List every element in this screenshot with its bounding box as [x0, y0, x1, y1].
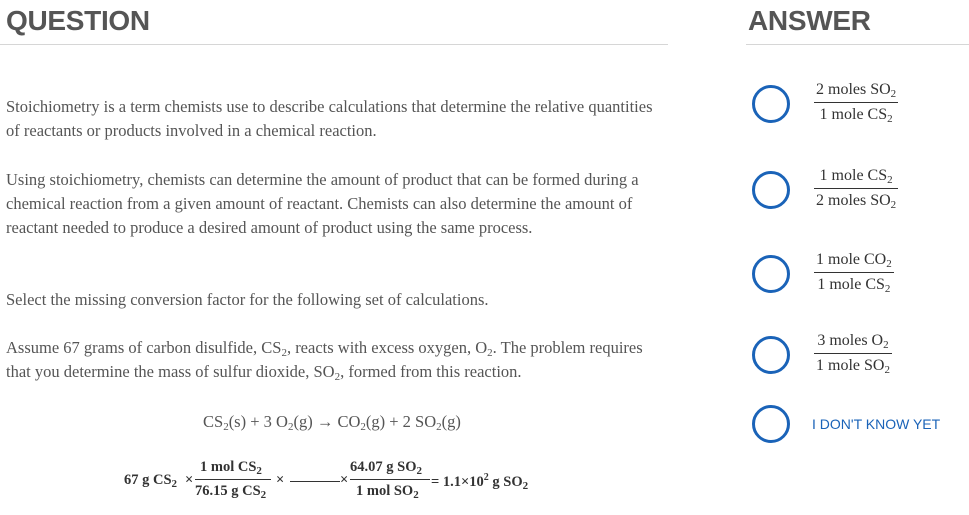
answer-heading: ANSWER [748, 5, 871, 36]
option-numerator: 3 moles $O_2$ [814, 331, 892, 354]
multiply-sign: × [340, 472, 349, 488]
option-fraction [814, 80, 898, 125]
factor3-denominator: 1 mol $SO_2$ [356, 483, 419, 501]
option-numerator: 2 moles $SO_2$ [814, 80, 898, 103]
question-heading: QUESTION [6, 5, 150, 36]
answer-option-3[interactable] [752, 250, 962, 298]
option-denominator: 1 mole $CS_2$ [819, 106, 893, 125]
radio-circle-icon[interactable] [752, 171, 790, 209]
option-fraction [814, 166, 898, 211]
factor1-numerator: 1 mol $CS_2$ [200, 459, 262, 477]
problem-paragraph: Assume 67 grams of carbon disulfide, $CS_2$, reacts with excess oxygen, $O_2$. The problem requires that you determine the mass of sulfur dioxide, $SO_2$, formed from this reaction. [6, 338, 643, 383]
option-fraction [814, 331, 892, 376]
option-fraction [814, 250, 894, 295]
idk-label[interactable]: I DON'T KNOW YET [812, 416, 941, 432]
factor3-numerator: 64.07 g $SO_2$ [350, 459, 422, 477]
calculation-result: = $1.1\times 10^2$ g $SO_2$ [431, 472, 529, 492]
factor1-denominator: 76.15 g $CS_2$ [195, 483, 267, 501]
answer-option-idk[interactable] [752, 400, 962, 448]
option-denominator: 2 moles $SO_2$ [816, 192, 897, 211]
starting-mass: 67 g $CS_2$ [124, 472, 178, 490]
instruction-paragraph: Select the missing conversion factor for the following set of calculations. [6, 290, 489, 309]
radio-circle-icon[interactable] [752, 336, 790, 374]
chemical-equation: $CS_2(s) + 3$ $O_2(g) \to CO_2(g) + 2$ $SO_2(g)$ [203, 412, 461, 433]
radio-circle-icon[interactable] [752, 255, 790, 293]
multiply-sign: × [185, 472, 194, 488]
factor3-fraction-line [350, 479, 430, 480]
radio-circle-icon[interactable] [752, 85, 790, 123]
question-divider [0, 44, 668, 45]
answer-option-4[interactable] [752, 331, 962, 379]
answer-option-2[interactable] [752, 166, 962, 214]
radio-circle-icon[interactable] [752, 405, 790, 443]
option-denominator: 1 mole $CS_2$ [817, 276, 891, 295]
option-numerator: 1 mole $CO_2$ [814, 250, 894, 273]
option-denominator: 1 mole $SO_2$ [816, 357, 890, 376]
intro-paragraph: Stoichiometry is a term chemists use to describe calculations that determine the relative quantities of reactants or products involved in a chemical reaction. [6, 97, 653, 140]
missing-factor-blank [290, 481, 340, 482]
option-numerator: 1 mole $CS_2$ [814, 166, 898, 189]
factor1-fraction-line [195, 479, 271, 480]
answer-divider [746, 44, 969, 45]
multiply-sign: × [276, 472, 285, 488]
stoichiometry-paragraph: Using stoichiometry, chemists can determine the amount of product that can be formed during a chemical reaction from a given amount of reactant. Chemists can also determine the amount of reactant needed to produce a desired amount of product using the same process. [6, 170, 639, 237]
answer-option-1[interactable] [752, 80, 962, 128]
